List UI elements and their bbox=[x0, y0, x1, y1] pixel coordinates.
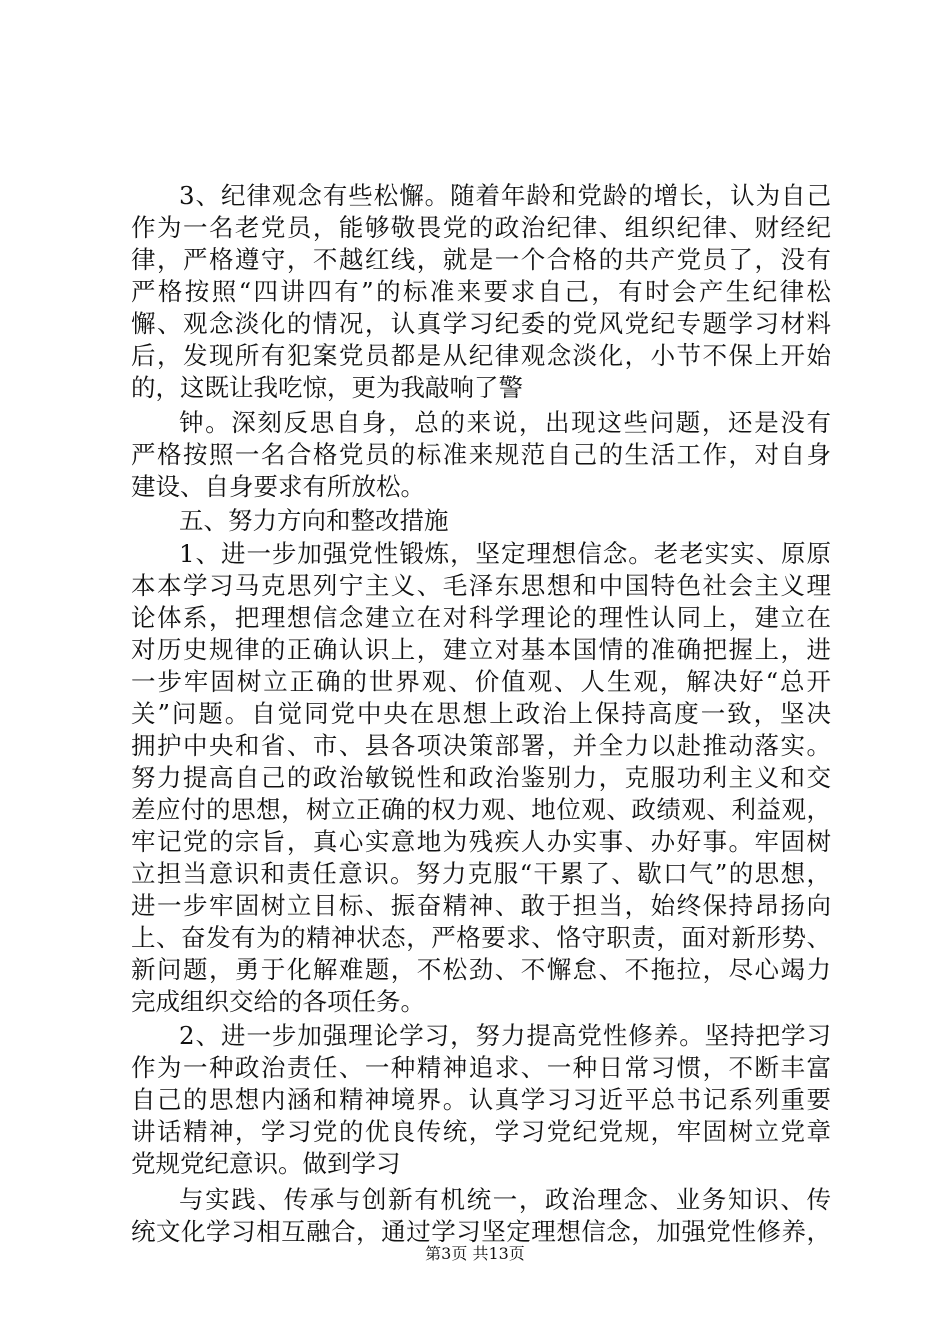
body-text-line: 作为一种政治责任、一种精神追求、一种日常习惯，不断丰富 bbox=[131, 1053, 831, 1082]
body-text-line: 3、纪律观念有些松懈。随着年龄和党龄的增长，认为自己 bbox=[179, 181, 831, 210]
body-text-line: 立担当意识和责任意识。努力克服“干累了、歇口气”的思想， bbox=[131, 859, 831, 888]
body-text-line: 建设、自身要求有所放松。 bbox=[131, 472, 425, 501]
body-text-line: 党规党纪意识。做到学习 bbox=[131, 1149, 401, 1178]
body-text-line: 论体系，把理想信念建立在对科学理论的理性认同上，建立在 bbox=[131, 603, 831, 632]
body-text-line: 完成组织交给的各项任务。 bbox=[131, 987, 425, 1016]
body-text-line: 一步牢固树立正确的世界观、价值观、人生观，解决好“总开 bbox=[131, 667, 831, 696]
body-text-line: 钟。深刻反思自身，总的来说，出现这些问题，还是没有 bbox=[179, 408, 831, 437]
body-text-line: 律，严格遵守，不越红线，就是一个合格的共产党员了，没有 bbox=[131, 245, 831, 274]
body-text-line: 关”问题。自觉同党中央在思想上政治上保持高度一致，坚决 bbox=[131, 699, 831, 728]
body-text-line: 差应付的思想，树立正确的权力观、地位观、政绩观、利益观， bbox=[131, 795, 831, 824]
body-text-line: 讲话精神，学习党的优良传统，学习党纪党规，牢固树立党章 bbox=[131, 1117, 831, 1146]
body-text-line: 严格按照一名合格党员的标准来规范自己的生活工作，对自身 bbox=[131, 440, 831, 469]
body-text-line: 的，这既让我吃惊，更为我敲响了警 bbox=[131, 373, 523, 402]
body-text-line: 懈、观念淡化的情况，认真学习纪委的党风党纪专题学习材料 bbox=[131, 309, 831, 338]
body-text-line: 与实践、传承与创新有机统一，政治理念、业务知识、传 bbox=[179, 1185, 831, 1214]
body-text-line: 努力提高自己的政治敏锐性和政治鉴别力，克服功利主义和交 bbox=[131, 763, 831, 792]
body-text-line: 本本学习马克思列宁主义、毛泽东思想和中国特色社会主义理 bbox=[131, 571, 831, 600]
body-text-line: 作为一名老党员，能够敬畏党的政治纪律、组织纪律、财经纪 bbox=[131, 213, 831, 242]
body-text-line: 新问题，勇于化解难题，不松劲、不懈怠、不拖拉，尽心竭力 bbox=[131, 955, 831, 984]
body-text-line: 统文化学习相互融合，通过学习坚定理想信念，加强党性修养， bbox=[131, 1217, 831, 1246]
body-text-line: 上、奋发有为的精神状态，严格要求、恪守职责，面对新形势、 bbox=[131, 923, 831, 952]
body-text-line: 拥护中央和省、市、县各项决策部署，并全力以赴推动落实。 bbox=[131, 731, 831, 760]
body-text-line: 进一步牢固树立目标、振奋精神、敢于担当，始终保持昂扬向 bbox=[131, 891, 831, 920]
body-text-line: 牢记党的宗旨，真心实意地为残疾人办实事、办好事。牢固树 bbox=[131, 827, 831, 856]
body-text-line: 五、努力方向和整改措施 bbox=[179, 506, 449, 535]
page-footer: 第3页 共13页 bbox=[425, 1244, 525, 1263]
body-text-line: 严格按照“四讲四有”的标准来要求自己，有时会产生纪律松 bbox=[131, 277, 831, 306]
body-text-line: 后，发现所有犯案党员都是从纪律观念淡化，小节不保上开始 bbox=[131, 341, 831, 370]
body-text-line: 1、进一步加强党性锻炼，坚定理想信念。老老实实、原原 bbox=[179, 539, 831, 568]
body-text-line: 2、进一步加强理论学习，努力提高党性修养。坚持把学习 bbox=[179, 1021, 831, 1050]
body-text-line: 自己的思想内涵和精神境界。认真学习习近平总书记系列重要 bbox=[131, 1085, 831, 1114]
body-text-line: 对历史规律的正确认识上，建立对基本国情的准确把握上，进 bbox=[131, 635, 831, 664]
